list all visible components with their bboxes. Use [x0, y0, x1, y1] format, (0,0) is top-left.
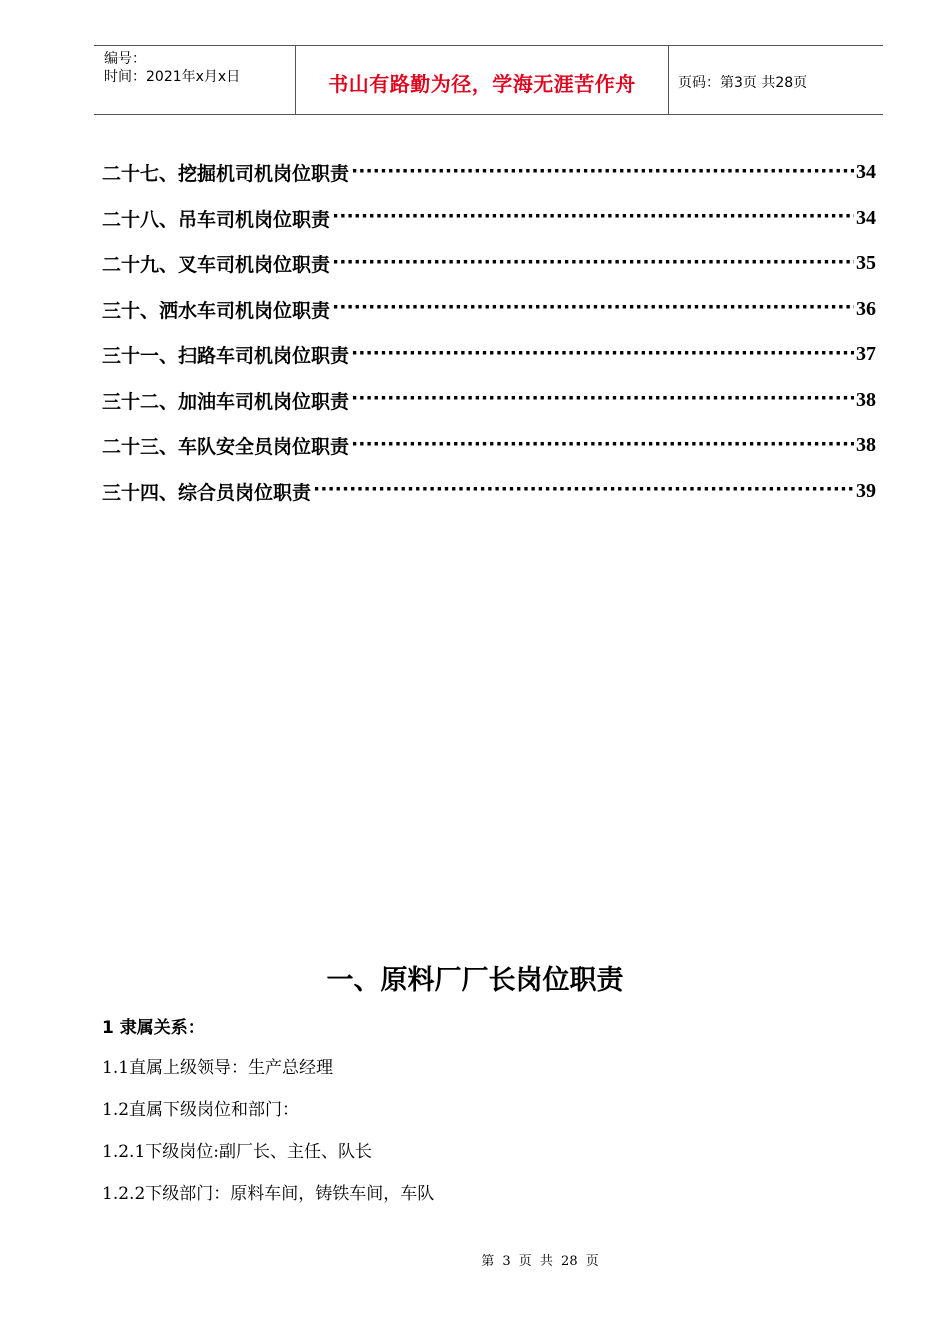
page-footer: 第 3 页 共 28 页	[481, 1254, 599, 1269]
header-meta-cell	[94, 46, 295, 114]
toc-leader-dots	[332, 207, 854, 229]
toc-entry-page: 35	[856, 252, 876, 275]
toc-leader-dots	[313, 480, 854, 502]
body-paragraph: 1.2.1下级岗位:副厂长、主任、队长	[102, 1142, 372, 1162]
toc-entry-page: 36	[856, 297, 876, 320]
toc-entry-title: 三十二、加油车司机岗位职责	[102, 390, 350, 413]
toc-entry-page: 34	[856, 161, 876, 184]
toc-entry[interactable]	[102, 196, 876, 242]
page-header	[94, 45, 883, 115]
section-subheading: 1 隶属关系：	[102, 1018, 205, 1038]
toc-leader-dots	[332, 253, 854, 275]
motto-text: 书山有路勤为径，学海无涯苦作舟	[328, 72, 636, 96]
toc-entry-page: 38	[856, 388, 876, 411]
toc-entry-title: 二十七、挖掘机司机岗位职责	[102, 163, 350, 186]
toc-entry-page: 34	[856, 206, 876, 229]
toc-entry[interactable]	[102, 469, 876, 515]
toc-entry[interactable]	[102, 378, 876, 424]
serial-label: 编号：	[104, 51, 146, 67]
toc-entry-page: 39	[856, 479, 876, 502]
toc-entry[interactable]	[102, 241, 876, 287]
header-motto-cell	[295, 46, 669, 114]
toc-entry-page: 38	[856, 434, 876, 457]
body-paragraph: 1.1直属上级领导：生产总经理	[102, 1058, 334, 1078]
toc-entry-title: 三十四、综合员岗位职责	[102, 481, 312, 504]
body-paragraph: 1.2.2下级部门：原料车间，铸铁车间，车队	[102, 1184, 435, 1204]
toc-entry[interactable]	[102, 287, 876, 333]
section-title: 一、原料厂厂长岗位职责	[326, 965, 624, 996]
time-label: 时间：2021年x月x日	[104, 69, 241, 85]
toc-entry[interactable]	[102, 150, 876, 196]
table-of-contents	[102, 150, 876, 514]
toc-entry-title: 二十三、车队安全员岗位职责	[102, 436, 350, 459]
toc-entry-title: 三十、洒水车司机岗位职责	[102, 299, 331, 322]
page-info: 页码：第3页 共28页	[678, 75, 808, 91]
header-page-cell	[668, 46, 883, 114]
toc-leader-dots	[351, 435, 854, 457]
toc-entry[interactable]	[102, 423, 876, 469]
toc-entry-title: 二十八、吊车司机岗位职责	[102, 208, 331, 231]
toc-entry-title: 三十一、扫路车司机岗位职责	[102, 345, 350, 368]
toc-leader-dots	[351, 389, 854, 411]
toc-entry-page: 37	[856, 343, 876, 366]
body-paragraph: 1.2直属下级岗位和部门：	[102, 1100, 300, 1120]
toc-leader-dots	[351, 344, 854, 366]
toc-leader-dots	[351, 162, 854, 184]
toc-leader-dots	[332, 298, 854, 320]
toc-entry-title: 二十九、叉车司机岗位职责	[102, 254, 331, 277]
toc-entry[interactable]	[102, 332, 876, 378]
